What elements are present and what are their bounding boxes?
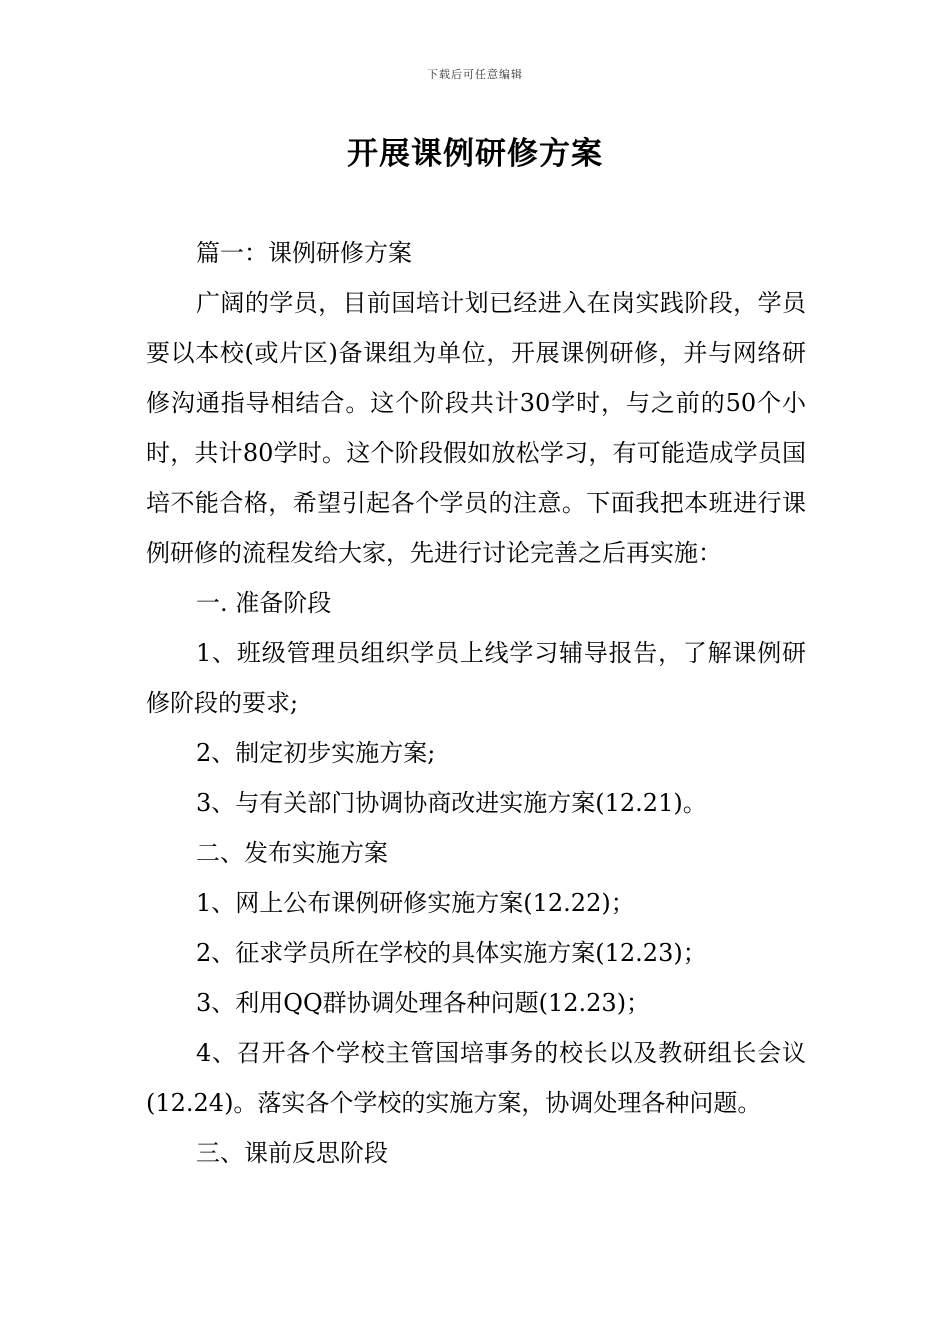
- list-item: 3、与有关部门协调协商改进实施方案(12.21)。: [196, 789, 707, 817]
- list-item: 1、班级管理员组织学员上线学习辅导报告，了解课例研修阶段的要求;: [146, 639, 806, 717]
- document-title: 开展课例研修方案: [347, 136, 603, 172]
- list-item: 2、制定初步实施方案;: [196, 739, 436, 767]
- list-item: 2、征求学员所在学校的具体实施方案(12.23)；: [196, 939, 707, 967]
- paragraph-intro: 广阔的学员，目前国培计划已经进入在岗实践阶段，学员要以本校(或片区)备课组为单位，开展课例研修，并与网络研修沟通指导相结合。这个阶段共计30学时，与之前的50个小时，共计80学时。这个阶段假如放松学习，有可能造成学员国培不能合格，希望引起各个学员的注意。下面我把本班进行课例研修的流程发给大家，先进行讨论完善之后再实施：: [146, 289, 806, 567]
- list-item: 4、召开各个学校主管国培事务的校长以及教研组长会议(12.24)。落实各个学校的实施方案，协调处理各种问题。: [146, 1039, 806, 1117]
- section-heading-publish-plan: 二、发布实施方案: [196, 839, 388, 867]
- section-heading-reflection: 三、课前反思阶段: [196, 1139, 388, 1167]
- list-item: 1、网上公布课例研修实施方案(12.22)；: [196, 889, 635, 917]
- document-body: [146, 228, 806, 1178]
- header-note: 下载后可任意编辑: [427, 68, 523, 81]
- section-heading-preparation: 一. 准备阶段: [196, 589, 332, 617]
- list-item: 3、利用QQ群协调处理各种问题(12.23)；: [196, 989, 651, 1017]
- paragraph-subtitle: 篇一：课例研修方案: [196, 239, 412, 267]
